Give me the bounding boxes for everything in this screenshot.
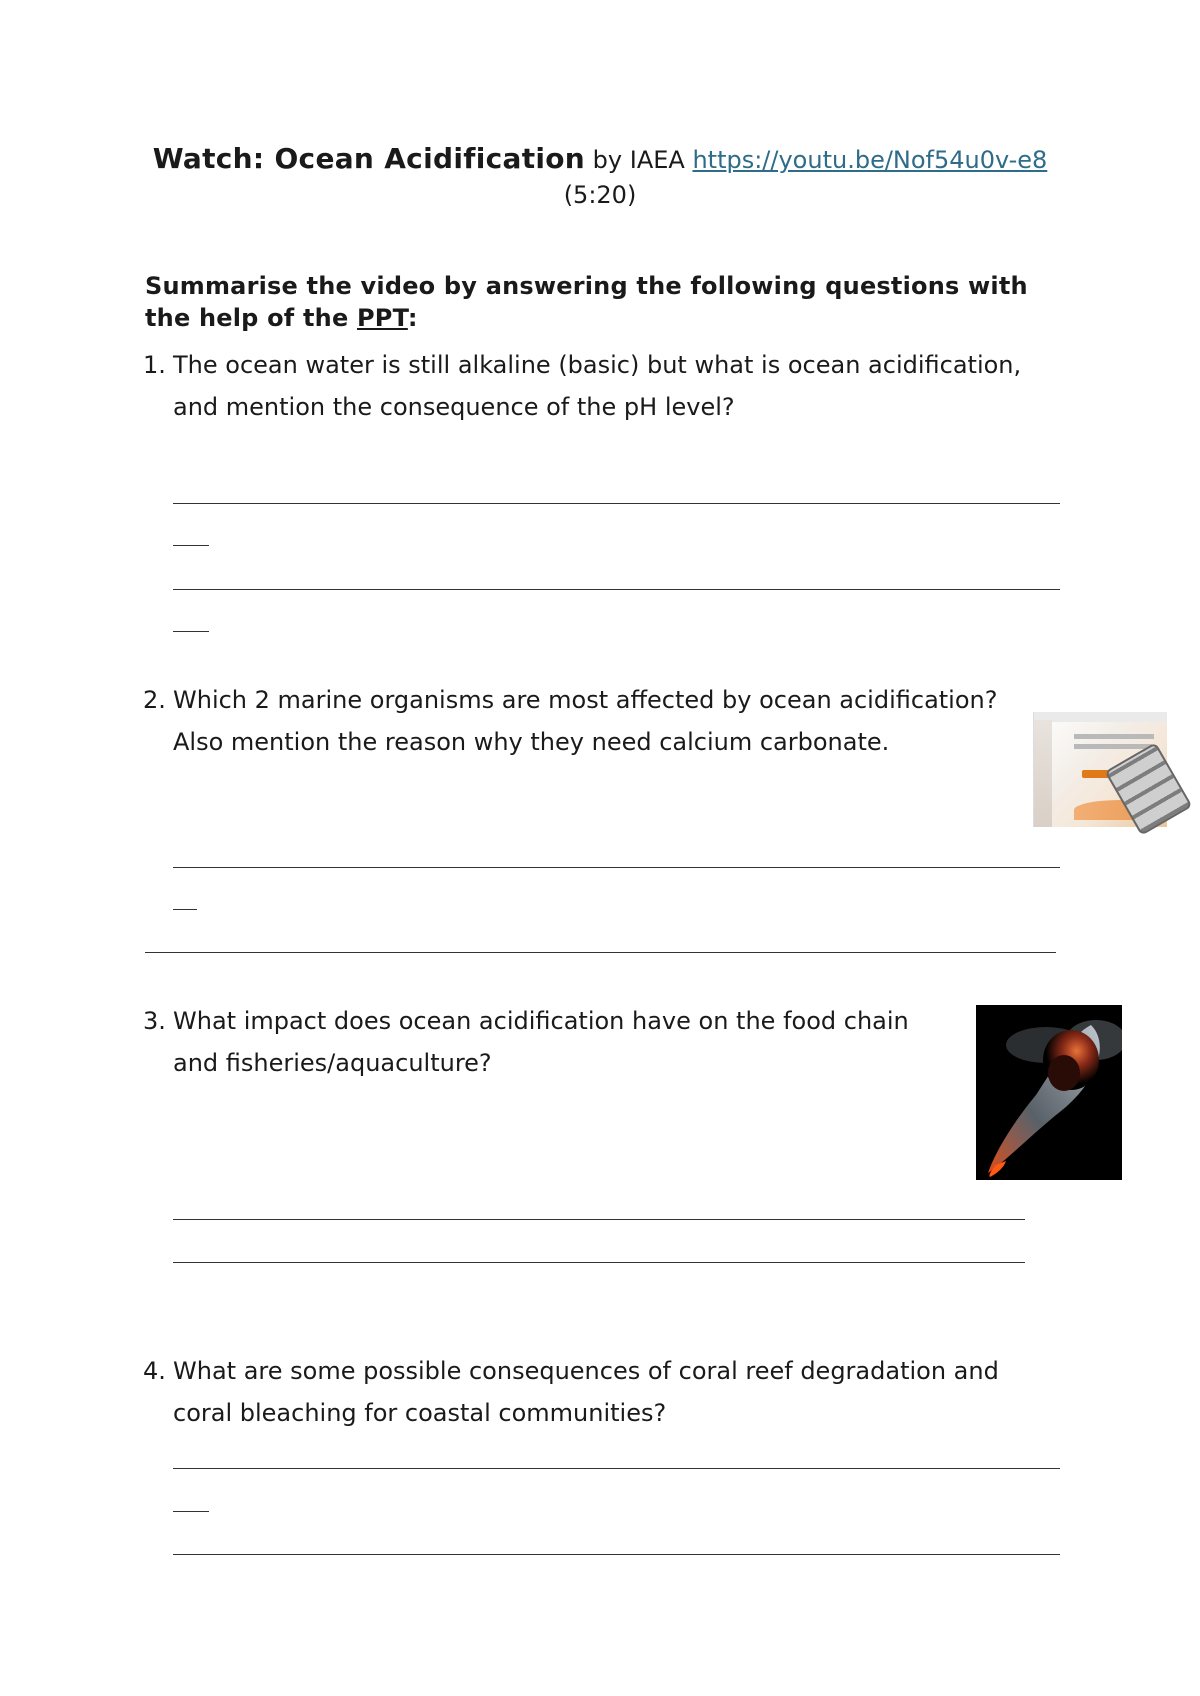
answer-line[interactable] [173, 545, 209, 546]
answer-line[interactable] [173, 631, 209, 632]
video-title: Watch: Ocean Acidification [152, 142, 586, 175]
question-2-number: 2. [143, 686, 166, 714]
answer-line[interactable] [145, 952, 1056, 953]
question-1-line-1: The ocean water is still alkaline (basic) but what is ocean acidification, [173, 351, 1022, 379]
answer-line[interactable] [173, 867, 1060, 868]
blister-pack [1104, 742, 1192, 836]
instructions-text: Summarise the video by answering the following questions with the help of the [145, 272, 1028, 332]
answer-line[interactable] [173, 909, 197, 910]
video-source: by IAEA [585, 146, 693, 174]
question-2-line-1: Which 2 marine organisms are most affected by ocean acidification? [173, 686, 998, 714]
question-3-number: 3. [143, 1007, 166, 1035]
worksheet-title [0, 142, 1200, 177]
question-3-line-1: What impact does ocean acidification have on the food chain [173, 1007, 909, 1035]
answer-line[interactable] [173, 1511, 209, 1512]
calcium-supplement-box-image [1033, 712, 1167, 827]
box-label [1074, 734, 1154, 739]
box-side [1034, 720, 1052, 827]
answer-line[interactable] [173, 589, 1060, 590]
question-1-line-2: and mention the consequence of the pH level? [173, 393, 735, 421]
question-3-line-2: and fisheries/aquaculture? [173, 1049, 492, 1077]
video-duration: (5:20) [563, 181, 637, 209]
answer-line[interactable] [173, 1554, 1060, 1555]
answer-line[interactable] [173, 1262, 1025, 1263]
ppt-link[interactable]: PPT [357, 304, 408, 332]
question-1-number: 1. [143, 351, 166, 379]
question-4-number: 4. [143, 1357, 166, 1385]
question-4-line-1: What are some possible consequences of coral reef degradation and [173, 1357, 999, 1385]
video-link[interactable]: https://youtu.be/Nof54u0v-e8 [692, 146, 1048, 174]
box-top [1034, 712, 1167, 722]
answer-line[interactable] [173, 503, 1060, 504]
box-label [1074, 744, 1152, 749]
instructions [145, 270, 1075, 334]
question-2-line-2: Also mention the reason why they need calcium carbonate. [173, 728, 890, 756]
pteropod-image [976, 1005, 1122, 1180]
answer-line[interactable] [173, 1468, 1060, 1469]
pteropod-illustration [976, 1005, 1122, 1180]
question-4-line-2: coral bleaching for coastal communities? [173, 1399, 667, 1427]
answer-line[interactable] [173, 1219, 1025, 1220]
instructions-colon: : [407, 304, 418, 332]
